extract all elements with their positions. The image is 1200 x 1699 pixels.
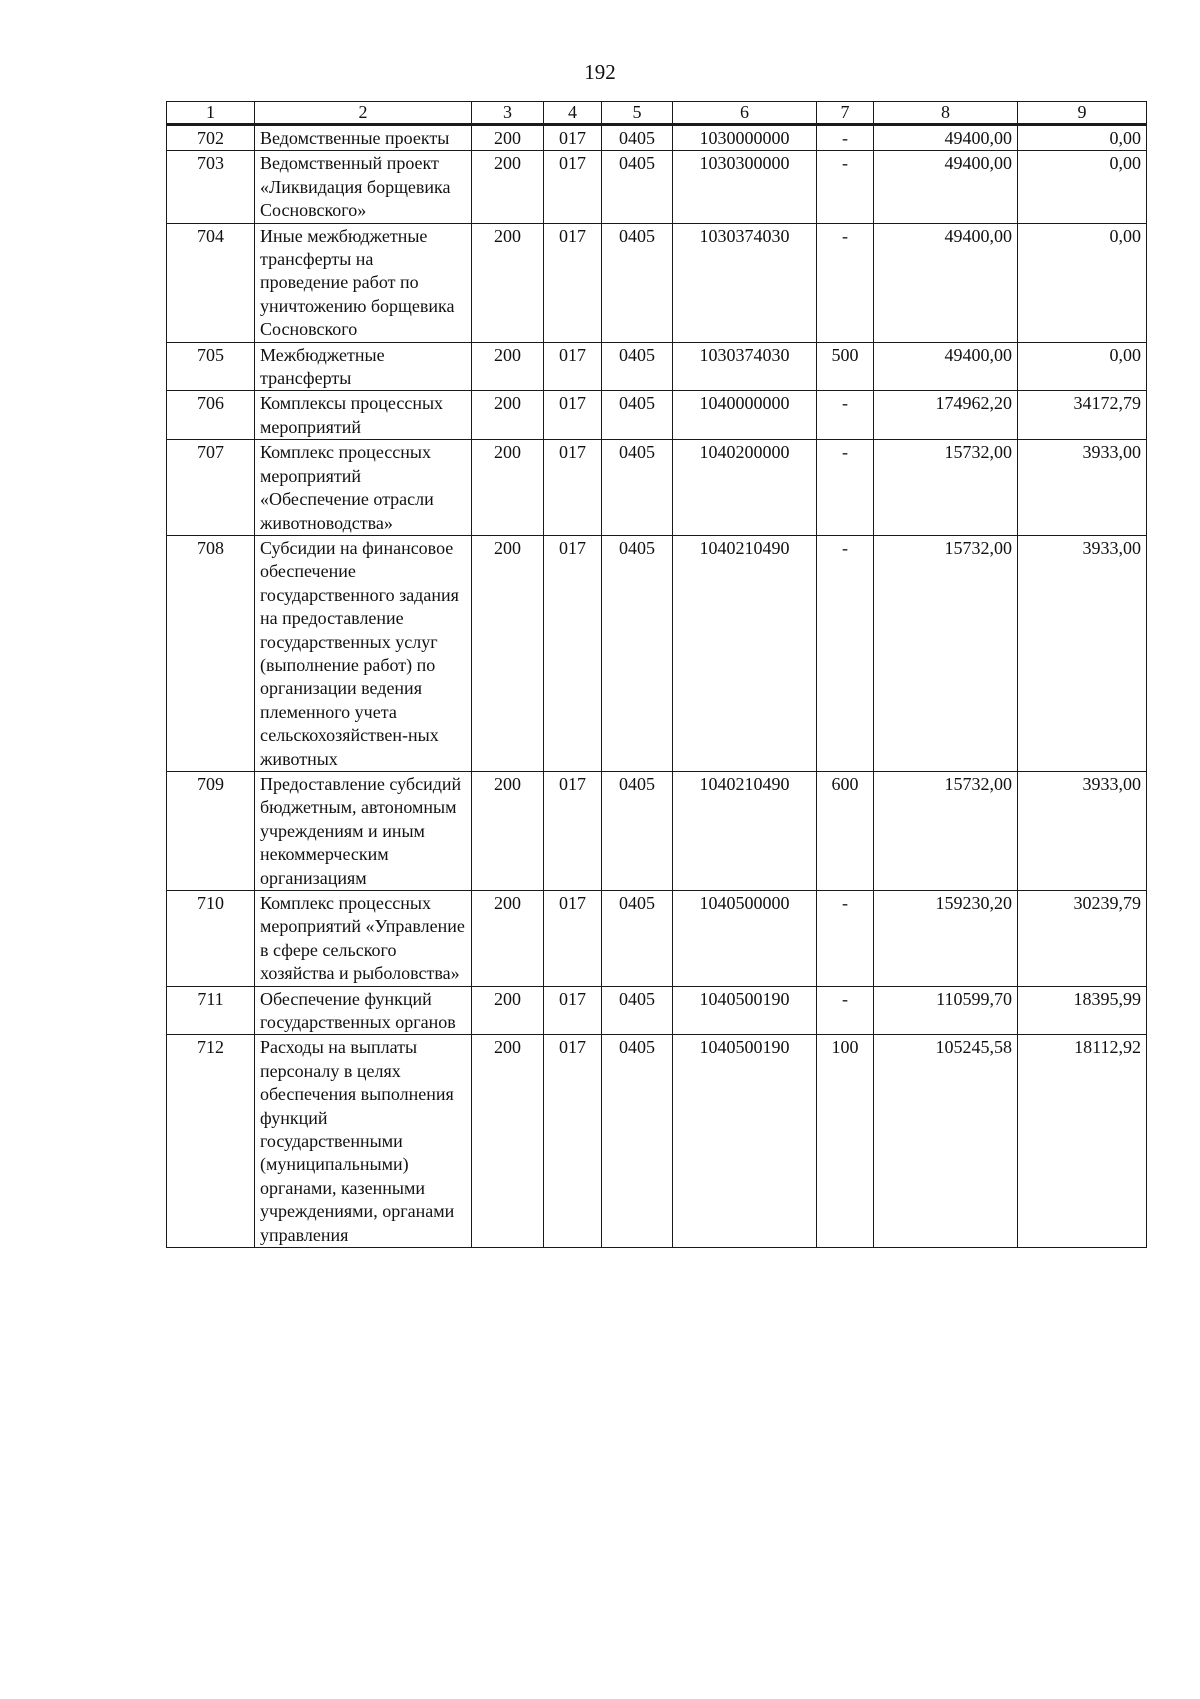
cell-col7: - (817, 223, 874, 342)
cell-col3: 200 (472, 1035, 544, 1248)
cell-col9: 30239,79 (1018, 891, 1147, 987)
column-header: 5 (602, 102, 673, 125)
column-header: 8 (874, 102, 1018, 125)
row-name: Комплекс процессных мероприятий «Обеспечение отрасли животноводства» (255, 440, 472, 536)
row-number: 706 (167, 391, 255, 440)
column-header: 6 (673, 102, 817, 125)
cell-col4: 017 (544, 440, 602, 536)
cell-col8: 49400,00 (874, 125, 1018, 151)
table-row (167, 771, 1147, 890)
column-header: 7 (817, 102, 874, 125)
table-row (167, 440, 1147, 536)
cell-col9: 3933,00 (1018, 535, 1147, 771)
table-row (167, 391, 1147, 440)
table-row (167, 535, 1147, 771)
cell-col7: - (817, 391, 874, 440)
cell-col8: 15732,00 (874, 440, 1018, 536)
cell-col6: 1040500000 (673, 891, 817, 987)
row-name: Предоставление субсидий бюджетным, автономным учреждениям и иным некоммерческим организациям (255, 771, 472, 890)
cell-col6: 1030000000 (673, 125, 817, 151)
cell-col7: - (817, 986, 874, 1035)
column-header: 2 (255, 102, 472, 125)
cell-col5: 0405 (602, 125, 673, 151)
table-row (167, 342, 1147, 391)
cell-col3: 200 (472, 986, 544, 1035)
cell-col6: 1030374030 (673, 223, 817, 342)
cell-col8: 49400,00 (874, 342, 1018, 391)
row-number: 710 (167, 891, 255, 987)
cell-col4: 017 (544, 151, 602, 223)
row-number: 709 (167, 771, 255, 890)
row-number: 708 (167, 535, 255, 771)
cell-col3: 200 (472, 535, 544, 771)
cell-col8: 49400,00 (874, 151, 1018, 223)
row-name: Комплексы процессных мероприятий (255, 391, 472, 440)
cell-col4: 017 (544, 1035, 602, 1248)
cell-col3: 200 (472, 891, 544, 987)
cell-col9: 3933,00 (1018, 440, 1147, 536)
cell-col7: 500 (817, 342, 874, 391)
cell-col5: 0405 (602, 151, 673, 223)
cell-col3: 200 (472, 151, 544, 223)
cell-col8: 159230,20 (874, 891, 1018, 987)
column-header: 1 (167, 102, 255, 125)
cell-col3: 200 (472, 342, 544, 391)
row-name: Иные межбюджетные трансферты на проведение работ по уничтожению борщевика Сосновского (255, 223, 472, 342)
row-name: Расходы на выплаты персоналу в целях обеспечения выполнения функций государственными (муниципальными) органами, казенными учреждениями, органами управления (255, 1035, 472, 1248)
cell-col8: 15732,00 (874, 535, 1018, 771)
cell-col9: 0,00 (1018, 151, 1147, 223)
page-number: 192 (584, 60, 616, 84)
row-name: Обеспечение функций государственных органов (255, 986, 472, 1035)
cell-col6: 1040000000 (673, 391, 817, 440)
cell-col8: 49400,00 (874, 223, 1018, 342)
cell-col5: 0405 (602, 223, 673, 342)
table-row (167, 125, 1147, 151)
cell-col7: - (817, 891, 874, 987)
cell-col7: - (817, 535, 874, 771)
table-row (167, 986, 1147, 1035)
cell-col7: - (817, 125, 874, 151)
cell-col3: 200 (472, 771, 544, 890)
cell-col4: 017 (544, 223, 602, 342)
budget-table (166, 101, 1147, 1248)
row-number: 712 (167, 1035, 255, 1248)
row-number: 705 (167, 342, 255, 391)
row-name: Субсидии на финансовое обеспечение государственного задания на предоставление государственных услуг (выполнение работ) по организации ведения племенного учета сельскохозяйствен-ных животных (255, 535, 472, 771)
row-name: Ведомственные проекты (255, 125, 472, 151)
row-number: 702 (167, 125, 255, 151)
cell-col6: 1040210490 (673, 771, 817, 890)
table-row (167, 891, 1147, 987)
cell-col6: 1030374030 (673, 342, 817, 391)
cell-col6: 1040200000 (673, 440, 817, 536)
cell-col6: 1030300000 (673, 151, 817, 223)
row-number: 707 (167, 440, 255, 536)
cell-col4: 017 (544, 125, 602, 151)
cell-col7: - (817, 440, 874, 536)
table-row (167, 151, 1147, 223)
row-name: Межбюджетные трансферты (255, 342, 472, 391)
row-name: Комплекс процессных мероприятий «Управление в сфере сельского хозяйства и рыболовства» (255, 891, 472, 987)
cell-col9: 0,00 (1018, 223, 1147, 342)
row-number: 711 (167, 986, 255, 1035)
table-row (167, 1035, 1147, 1248)
row-number: 703 (167, 151, 255, 223)
cell-col3: 200 (472, 440, 544, 536)
cell-col5: 0405 (602, 1035, 673, 1248)
cell-col5: 0405 (602, 891, 673, 987)
column-header: 9 (1018, 102, 1147, 125)
cell-col5: 0405 (602, 535, 673, 771)
cell-col4: 017 (544, 391, 602, 440)
cell-col5: 0405 (602, 342, 673, 391)
cell-col4: 017 (544, 771, 602, 890)
cell-col6: 1040500190 (673, 986, 817, 1035)
cell-col3: 200 (472, 391, 544, 440)
cell-col3: 200 (472, 223, 544, 342)
cell-col4: 017 (544, 891, 602, 987)
cell-col9: 18395,99 (1018, 986, 1147, 1035)
column-header: 3 (472, 102, 544, 125)
cell-col5: 0405 (602, 771, 673, 890)
cell-col3: 200 (472, 125, 544, 151)
cell-col9: 18112,92 (1018, 1035, 1147, 1248)
cell-col4: 017 (544, 342, 602, 391)
cell-col8: 15732,00 (874, 771, 1018, 890)
column-header: 4 (544, 102, 602, 125)
cell-col9: 0,00 (1018, 342, 1147, 391)
cell-col6: 1040500190 (673, 1035, 817, 1248)
cell-col4: 017 (544, 535, 602, 771)
cell-col9: 0,00 (1018, 125, 1147, 151)
header-row (167, 102, 1147, 125)
cell-col8: 105245,58 (874, 1035, 1018, 1248)
cell-col5: 0405 (602, 986, 673, 1035)
row-number: 704 (167, 223, 255, 342)
cell-col4: 017 (544, 986, 602, 1035)
cell-col5: 0405 (602, 391, 673, 440)
cell-col9: 3933,00 (1018, 771, 1147, 890)
cell-col7: 600 (817, 771, 874, 890)
cell-col7: 100 (817, 1035, 874, 1248)
cell-col8: 174962,20 (874, 391, 1018, 440)
cell-col6: 1040210490 (673, 535, 817, 771)
row-name: Ведомственный проект «Ликвидация борщевика Сосновского» (255, 151, 472, 223)
cell-col5: 0405 (602, 440, 673, 536)
table-row (167, 223, 1147, 342)
cell-col8: 110599,70 (874, 986, 1018, 1035)
cell-col9: 34172,79 (1018, 391, 1147, 440)
cell-col7: - (817, 151, 874, 223)
